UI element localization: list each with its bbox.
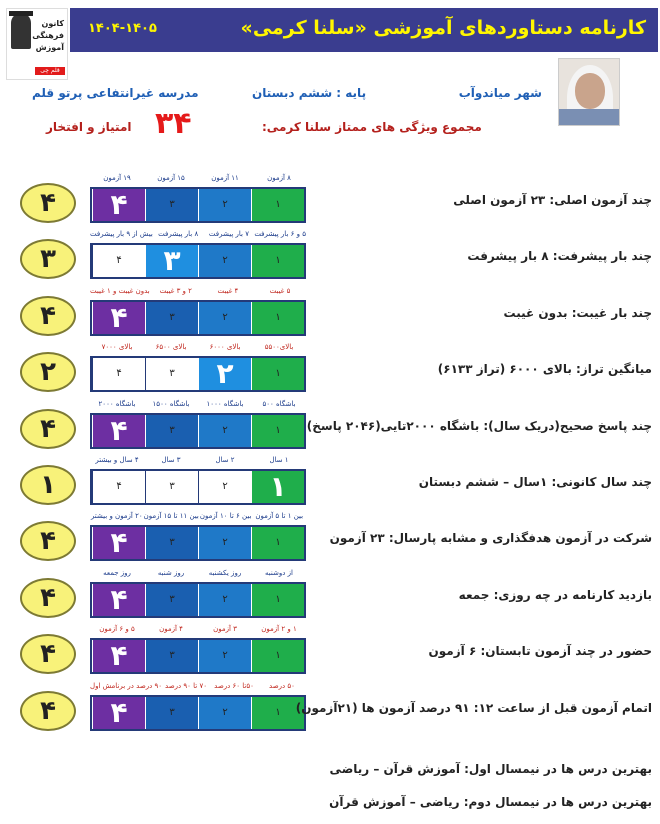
level-grid — [90, 469, 306, 505]
row-score-circle: ۴ — [20, 634, 76, 674]
level-label: بین ۶ تا ۱۰ آزمون — [199, 512, 252, 521]
row-level-labels — [90, 569, 306, 577]
level-label: ۸ آزمون — [267, 174, 291, 182]
row-level-labels — [90, 512, 306, 520]
row-score-circle: ۴ — [20, 183, 76, 223]
logo-line-1: کانون — [41, 19, 64, 28]
achievement-row — [0, 514, 660, 570]
achievement-row — [0, 286, 660, 345]
logo-badge: قلم چی — [35, 67, 65, 75]
row-score-circle: ۴ — [20, 578, 76, 618]
school-year: ۱۴۰۴-۱۴۰۵ — [88, 21, 157, 36]
score-label: امتیاز و افتخار — [46, 120, 132, 134]
logo-line-3: آموزش — [35, 43, 64, 52]
level-cell: ۴ — [92, 471, 145, 503]
row-description: میانگین تراز: بالای ۶۰۰۰ (تراز ۶۱۳۳) — [437, 362, 652, 377]
achievement-row — [0, 568, 660, 627]
achievement-row — [0, 176, 660, 232]
level-label: ۵۰ درصد — [269, 681, 295, 690]
city-label: شهر میاندوآب — [458, 86, 542, 100]
level-cell: ۳ — [145, 415, 198, 447]
row-description: شرکت در آزمون هدفگذاری و مشابه پارسال: ۲۳ آزمون — [329, 531, 652, 546]
level-label: ۱ و ۲ آزمون — [261, 625, 297, 634]
row-level-labels — [90, 682, 306, 690]
row-description: چند بار پیشرفت: ۸ بار پیشرفت — [467, 249, 652, 264]
achievement-row — [0, 681, 660, 740]
level-cell: ۱ — [251, 415, 304, 447]
level-label: ۸ بار پیشرفت — [158, 230, 199, 239]
level-cell: ۴ — [92, 189, 145, 221]
row-description: چند پاسخ صحیح(دریک سال): باشگاه ۲۰۰۰تایی(۲۰۴۶ پاسخ) — [306, 418, 652, 433]
level-label: ۲۰ آزمون و بیشتر — [90, 512, 143, 521]
level-cell: ۱ — [251, 189, 304, 221]
row-description: چند سال کانونی: ۱سال – ششم دبستان — [418, 475, 652, 489]
level-label: بین ۱ تا ۵ آزمون — [255, 512, 304, 521]
level-cell: ۲ — [198, 302, 251, 334]
row-score-circle: ۲ — [20, 352, 76, 392]
row-score-circle: ۱ — [20, 465, 76, 505]
page-title: کارنامه دستاوردهای آموزشی «سلنا کرمی» — [240, 17, 646, 39]
level-grid — [90, 300, 306, 336]
level-cell: ۳ — [145, 358, 198, 390]
level-label: باشگاه ۱۵۰۰ — [152, 399, 190, 408]
level-label: ۲ و ۳ غیبت — [159, 286, 192, 295]
level-cell: ۲ — [198, 189, 251, 221]
level-cell: ۴ — [92, 697, 145, 729]
student-photo — [558, 58, 620, 126]
achievement-row — [0, 399, 660, 458]
level-grid — [90, 187, 306, 223]
level-cell: ۲ — [198, 640, 251, 672]
level-cell: ۱ — [251, 697, 304, 729]
level-cell: ۴ — [92, 358, 145, 390]
row-level-labels — [90, 174, 306, 182]
level-cell: ۱ — [251, 358, 304, 390]
school-label: مدرسه غیرانتفاعی پرتو قلم — [32, 86, 199, 100]
achievement-row — [0, 458, 660, 514]
level-cell: ۳ — [145, 527, 198, 559]
level-label: ۱ سال — [269, 456, 289, 464]
level-cell: ۴ — [92, 415, 145, 447]
level-cell: ۱ — [251, 640, 304, 672]
row-level-labels — [90, 456, 306, 464]
row-description: چند بار غیبت: بدون غیبت — [503, 305, 652, 320]
level-cell: ۴ — [92, 584, 145, 616]
level-label: ۱۱ آزمون — [211, 174, 239, 182]
level-cell: ۳ — [145, 302, 198, 334]
achievement-row — [0, 627, 660, 683]
level-cell: ۲ — [198, 245, 251, 277]
level-label: بدون غیبت و ۱ غیبت — [90, 286, 150, 295]
level-label: ۳ آزمون — [213, 625, 237, 634]
level-cell: ۳ — [145, 640, 198, 672]
level-label: ۱۹ آزمون — [103, 174, 131, 182]
level-cell: ۱ — [251, 471, 304, 503]
row-description: اتمام آزمون قبل از ساعت ۱۲: ۹۱ درصد آزمون ها (۲۱آزمون) — [295, 700, 652, 715]
level-cell: ۳ — [145, 245, 198, 277]
row-description: چند آزمون اصلی: ۲۳ آزمون اصلی — [453, 193, 652, 207]
achievement-row — [0, 232, 660, 288]
level-label: بالای ۶۰۰۰ — [209, 343, 241, 352]
level-label: ۷ بار پیشرفت — [208, 230, 249, 239]
row-score-circle: ۴ — [20, 296, 76, 336]
level-label: ۵ و ۶ آزمون — [99, 625, 135, 634]
row-level-labels — [90, 287, 306, 295]
level-label: ۴ سال و بیشتر — [95, 456, 139, 464]
level-label: باشگاه ۵۰۰ — [262, 399, 296, 408]
level-label: ۳ سال — [161, 456, 181, 464]
level-grid — [90, 638, 306, 674]
level-grid — [90, 525, 306, 561]
level-cell: ۴ — [92, 245, 145, 277]
level-grid — [90, 582, 306, 618]
level-label: باشگاه ۱۰۰۰ — [206, 399, 244, 408]
level-cell: ۲ — [198, 697, 251, 729]
level-cell: ۴ — [92, 302, 145, 334]
level-label: ۵۰تا ۶۰ درصد — [214, 681, 254, 690]
row-level-labels — [90, 230, 306, 238]
level-label: روز شنبه — [157, 568, 185, 577]
row-description: بازدید کارنامه در چه روزی: جمعه — [458, 587, 652, 602]
level-cell: ۲ — [198, 471, 251, 503]
level-label: ۲ سال — [215, 456, 235, 464]
row-level-labels — [90, 400, 306, 408]
level-label: بیش از ۹ بار پیشرفت — [90, 230, 153, 239]
level-cell: ۴ — [92, 527, 145, 559]
level-cell: ۲ — [198, 527, 251, 559]
level-label: بالای ۶۵۰۰ — [155, 343, 187, 352]
level-label: ۵ غیبت — [269, 286, 291, 295]
logo-line-2: فرهنگی — [32, 31, 64, 40]
row-score-circle: ۴ — [20, 521, 76, 561]
level-grid — [90, 243, 306, 279]
level-cell: ۲ — [198, 415, 251, 447]
level-label: ۹۰ درصد در برنامش اول — [90, 681, 163, 690]
grad-cap-icon — [9, 11, 33, 16]
header-bar — [70, 8, 658, 52]
row-level-labels — [90, 625, 306, 633]
level-label: ۴ آزمون — [159, 625, 183, 634]
row-description: حضور در چند آزمون تابستان: ۶ آزمون — [428, 644, 652, 659]
level-label: از دوشنبه — [265, 568, 293, 577]
level-cell: ۱ — [251, 245, 304, 277]
row-score-circle: ۴ — [20, 409, 76, 449]
level-cell: ۱ — [251, 584, 304, 616]
level-label: ۵ و ۶ بار پیشرفت — [254, 230, 306, 239]
best-subjects-first-half: بهترین درس ها در نیمسال اول: آموزش قرآن – ریاضی — [329, 762, 652, 776]
level-label: ۷۰ تا ۹۰ درصد — [165, 681, 207, 690]
level-label: بین ۱۱ تا ۱۵ آزمون — [143, 512, 199, 521]
row-score-circle: ۳ — [20, 239, 76, 279]
level-label: ۴ غیبت — [217, 286, 239, 295]
level-label: بالای ۷۰۰۰ — [101, 343, 133, 352]
level-label: ۱۵ آزمون — [157, 174, 185, 182]
row-level-labels — [90, 343, 306, 351]
level-grid — [90, 695, 306, 731]
level-label: باشگاه ۲۰۰۰ — [98, 399, 136, 408]
graduate-icon — [11, 13, 31, 49]
level-cell: ۲ — [198, 358, 251, 390]
level-cell: ۳ — [145, 584, 198, 616]
best-subjects-second-half: بهترین درس ها در نیمسال دوم: ریاضی – آموزش قرآن — [329, 795, 652, 809]
level-label: روز جمعه — [103, 568, 131, 577]
level-cell: ۱ — [251, 527, 304, 559]
level-cell: ۱ — [251, 302, 304, 334]
achievement-row — [0, 345, 660, 401]
level-grid — [90, 356, 306, 392]
sum-label: مجموع ویژگی های ممتاز سلنا کرمی: — [262, 120, 482, 134]
level-cell: ۳ — [145, 471, 198, 503]
level-cell: ۳ — [145, 697, 198, 729]
level-label: روز یکشنبه — [208, 568, 242, 577]
institute-logo — [6, 8, 68, 80]
level-grid — [90, 413, 306, 449]
row-score-circle: ۴ — [20, 691, 76, 731]
total-score: ۳۴ — [155, 106, 192, 141]
level-label: بالای۵۵۰۰ — [264, 343, 294, 352]
grade-label: پایه : ششم دبستان — [252, 86, 367, 100]
level-cell: ۴ — [92, 640, 145, 672]
level-cell: ۲ — [198, 584, 251, 616]
level-cell: ۳ — [145, 189, 198, 221]
